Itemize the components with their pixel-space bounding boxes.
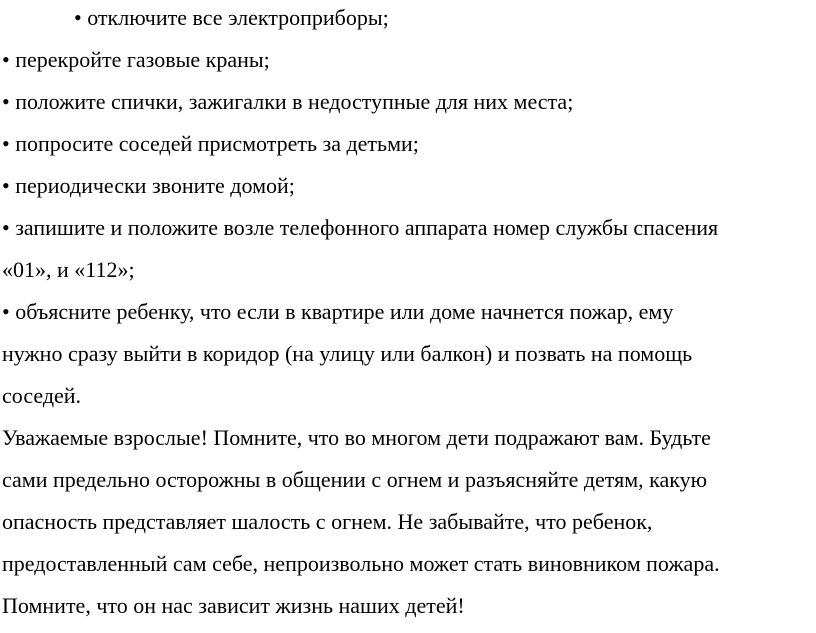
bullet-item-call-home: • периодически звоните домой;: [2, 173, 295, 198]
rescue-numbers-continued: «01», и «112»;: [2, 257, 135, 282]
bullet-item-neighbors: • попросите соседей присмотреть за детьми;: [2, 131, 419, 156]
explain-continued-2: соседей.: [2, 383, 82, 408]
paragraph-line-2: сами предельно осторожны в общении с огнем и разъясняйте детям, какую: [2, 467, 708, 492]
bullet-item-appliances: • отключите все электроприборы;: [74, 5, 389, 30]
paragraph-line-4: предоставленный сам себе, непроизвольно может стать виновником пожара.: [2, 551, 720, 576]
paragraph-line-5: Помните, что он нас зависит жизнь наших детей!: [2, 593, 465, 618]
bullet-item-matches: • положите спички, зажигалки в недоступные для них места;: [2, 89, 574, 114]
explain-continued-1: нужно сразу выйти в коридор (на улицу или балкон) и позвать на помощь: [2, 341, 693, 366]
paragraph-line-1: Уважаемые взрослые! Помните, что во многом дети подражают вам. Будьте: [2, 425, 711, 450]
paragraph-line-3: опасность представляет шалость с огнем. Не забывайте, что ребенок,: [2, 509, 653, 534]
bullet-item-rescue-number: • запишите и положите возле телефонного аппарата номер службы спасения: [2, 215, 719, 240]
bullet-item-explain: • объясните ребенку, что если в квартире или доме начнется пожар, ему: [2, 299, 674, 324]
bullet-item-gas: • перекройте газовые краны;: [2, 47, 270, 72]
